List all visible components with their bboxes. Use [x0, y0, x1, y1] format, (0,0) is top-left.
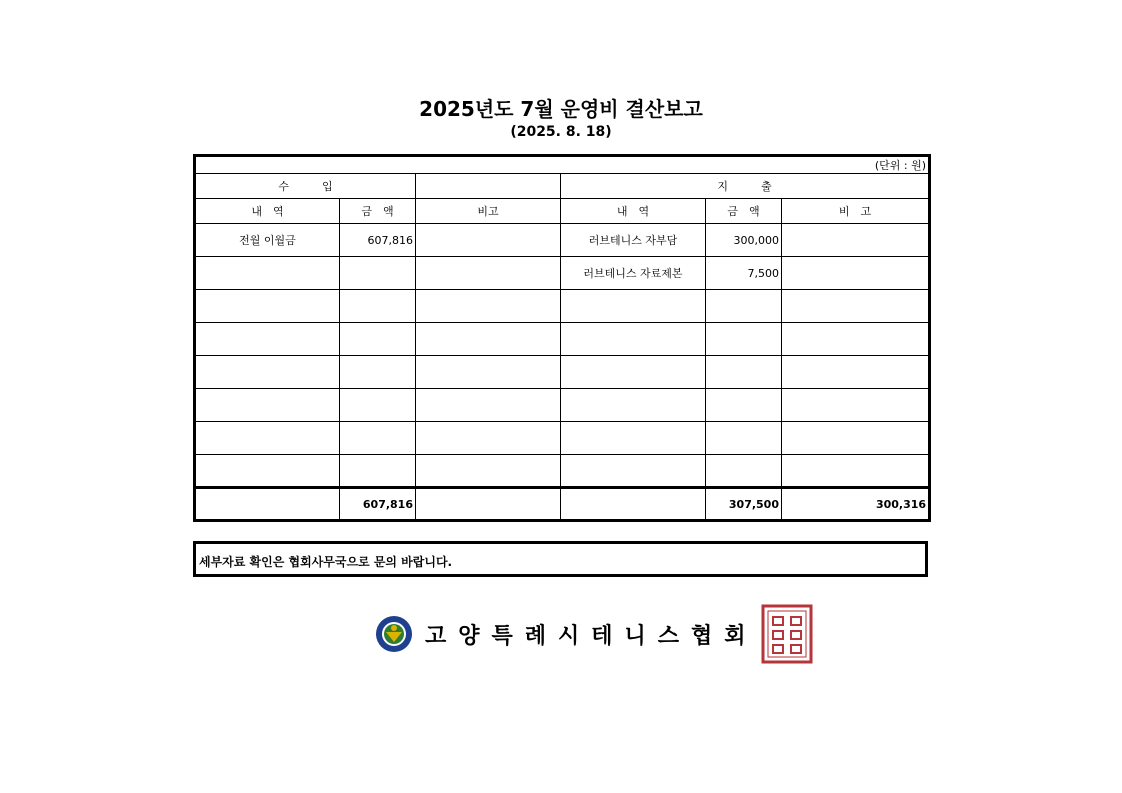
income-amount-cell — [340, 389, 416, 422]
col-income-amount: 금 액 — [340, 199, 416, 224]
col-income-note: 비고 — [416, 199, 561, 224]
table-row — [195, 389, 930, 422]
expense-amount-cell — [706, 356, 782, 389]
total-expense-amount: 307,500 — [706, 488, 782, 521]
official-seal-icon — [760, 603, 814, 665]
expense-item-cell: 러브테니스 자부담 — [561, 224, 706, 257]
expense-note-cell — [782, 224, 930, 257]
income-amount-cell — [340, 356, 416, 389]
table-row — [195, 356, 930, 389]
income-note-cell — [416, 455, 561, 488]
column-header-row — [195, 199, 930, 224]
table-row — [195, 323, 930, 356]
empty-header-cell — [416, 174, 561, 199]
income-amount-cell: 607,816 — [340, 224, 416, 257]
income-note-cell — [416, 389, 561, 422]
expense-item-cell — [561, 455, 706, 488]
section-header-row — [195, 174, 930, 199]
total-income-amount: 607,816 — [340, 488, 416, 521]
income-note-cell — [416, 257, 561, 290]
expense-item-cell — [561, 356, 706, 389]
income-amount-cell — [340, 290, 416, 323]
expense-note-cell — [782, 455, 930, 488]
income-amount-cell — [340, 257, 416, 290]
expense-note-cell — [782, 257, 930, 290]
expense-amount-cell — [706, 455, 782, 488]
expense-amount-cell: 300,000 — [706, 224, 782, 257]
expense-note-cell — [782, 290, 930, 323]
table-row — [195, 422, 930, 455]
income-note-cell — [416, 356, 561, 389]
total-row — [195, 488, 930, 521]
expense-amount-cell — [706, 323, 782, 356]
association-logo-icon — [375, 611, 413, 657]
expense-item-cell — [561, 422, 706, 455]
expense-note-cell — [782, 323, 930, 356]
income-amount-cell — [340, 455, 416, 488]
expense-item-cell — [561, 389, 706, 422]
income-section-header: 수 입 — [195, 174, 416, 199]
page-title: 2025년도 7월 운영비 결산보고 — [419, 97, 703, 121]
total-income-note — [416, 488, 561, 521]
income-item-cell — [195, 290, 340, 323]
income-note-cell — [416, 323, 561, 356]
organization-name: 고양특례시테니스협회 — [425, 623, 758, 649]
col-expense-amount: 금 액 — [706, 199, 782, 224]
col-income-item: 내 역 — [195, 199, 340, 224]
expense-item-cell — [561, 323, 706, 356]
report-date: (2025. 8. 18) — [510, 124, 612, 140]
table-row — [195, 224, 930, 257]
expense-item-cell: 러브테니스 자료제본 — [561, 257, 706, 290]
income-note-cell — [416, 290, 561, 323]
table-row — [195, 455, 930, 488]
inquiry-note: 세부자료 확인은 협회사무국으로 문의 바랍니다. — [193, 541, 928, 577]
income-item-cell — [195, 389, 340, 422]
expense-note-cell — [782, 422, 930, 455]
table-row — [195, 290, 930, 323]
expense-item-cell — [561, 290, 706, 323]
income-note-cell — [416, 224, 561, 257]
settlement-table — [193, 154, 931, 522]
income-amount-cell — [340, 422, 416, 455]
organization-footer — [375, 602, 814, 666]
income-item-cell — [195, 455, 340, 488]
income-item-cell — [195, 422, 340, 455]
expense-note-cell — [782, 389, 930, 422]
unit-label: (단위 : 원) — [195, 156, 930, 174]
income-item-cell — [195, 356, 340, 389]
income-note-cell — [416, 422, 561, 455]
col-expense-item: 내 역 — [561, 199, 706, 224]
expense-amount-cell — [706, 422, 782, 455]
expense-amount-cell — [706, 389, 782, 422]
total-expense-item — [561, 488, 706, 521]
expense-note-cell — [782, 356, 930, 389]
expense-section-header: 지 출 — [561, 174, 930, 199]
total-income-item — [195, 488, 340, 521]
unit-row — [195, 156, 930, 174]
income-item-cell — [195, 257, 340, 290]
income-amount-cell — [340, 323, 416, 356]
income-item-cell — [195, 323, 340, 356]
expense-amount-cell: 7,500 — [706, 257, 782, 290]
expense-amount-cell — [706, 290, 782, 323]
col-expense-note: 비 고 — [782, 199, 930, 224]
balance-amount: 300,316 — [782, 488, 930, 521]
income-item-cell: 전월 이월금 — [195, 224, 340, 257]
table-row — [195, 257, 930, 290]
